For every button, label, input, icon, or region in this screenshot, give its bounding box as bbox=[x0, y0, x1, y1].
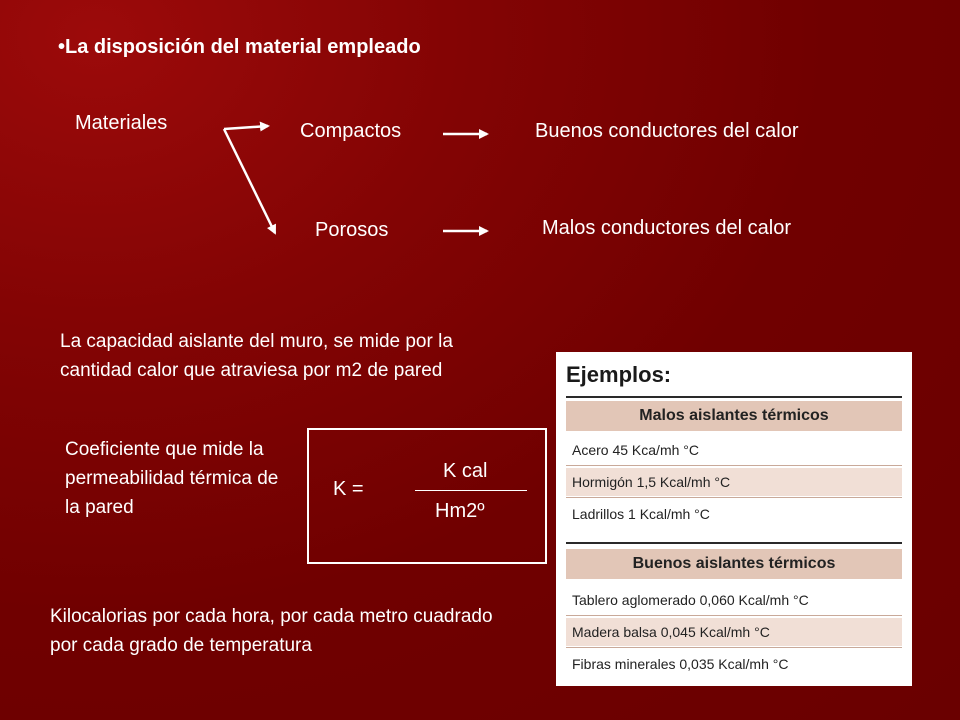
row-separator bbox=[566, 615, 902, 616]
fraction-line bbox=[415, 490, 527, 491]
examples-table-image bbox=[556, 352, 912, 686]
examples-divider bbox=[566, 542, 902, 544]
good-insulator-item: Fibras minerales 0,035 Kcal/mh °C bbox=[572, 656, 789, 672]
diagram-result-good: Buenos conductores del calor bbox=[535, 120, 799, 142]
arrow-to-compactos bbox=[224, 126, 268, 129]
formula-box bbox=[307, 428, 547, 564]
row-separator bbox=[566, 465, 902, 466]
examples-title: Ejemplos: bbox=[566, 362, 672, 387]
formula-lhs: K = bbox=[333, 478, 364, 500]
arrow-to-porosos bbox=[224, 129, 275, 233]
good-insulator-item: Madera balsa 0,045 Kcal/mh °C bbox=[566, 618, 902, 646]
good-insulator-item: Tablero aglomerado 0,060 Kcal/mh °C bbox=[572, 592, 809, 608]
bad-insulators-header: Malos aislantes térmicos bbox=[566, 401, 902, 431]
bad-insulator-item: Acero 45 Kca/mh °C bbox=[572, 442, 699, 458]
examples-divider bbox=[566, 396, 902, 398]
bad-insulator-item: Ladrillos 1 Kcal/mh °C bbox=[572, 506, 710, 522]
capacity-paragraph: La capacidad aislante del muro, se mide por la cantidad calor que atraviesa por m2 de pared bbox=[60, 331, 453, 381]
formula-denominator: Hm2º bbox=[435, 500, 485, 522]
diagram-root-label: Materiales bbox=[75, 112, 168, 134]
row-separator bbox=[566, 647, 902, 648]
formula-numerator: K cal bbox=[443, 460, 488, 482]
diagram-branch-porosos: Porosos bbox=[315, 219, 389, 241]
row-separator bbox=[566, 497, 902, 498]
coefficient-paragraph: Coeficiente que mide la permeabilidad térmica de la pared bbox=[65, 439, 279, 518]
good-insulators-header: Buenos aislantes térmicos bbox=[566, 549, 902, 579]
bad-insulator-item: Hormigón 1,5 Kcal/mh °C bbox=[566, 468, 902, 496]
diagram-branch-compactos: Compactos bbox=[300, 120, 402, 142]
slide-title: •La disposición del material empleado bbox=[58, 36, 421, 58]
kilocalories-paragraph: Kilocalorias por cada hora, por cada metro cuadrado por cada grado de temperatura bbox=[50, 606, 493, 656]
diagram-result-bad: Malos conductores del calor bbox=[542, 217, 792, 239]
